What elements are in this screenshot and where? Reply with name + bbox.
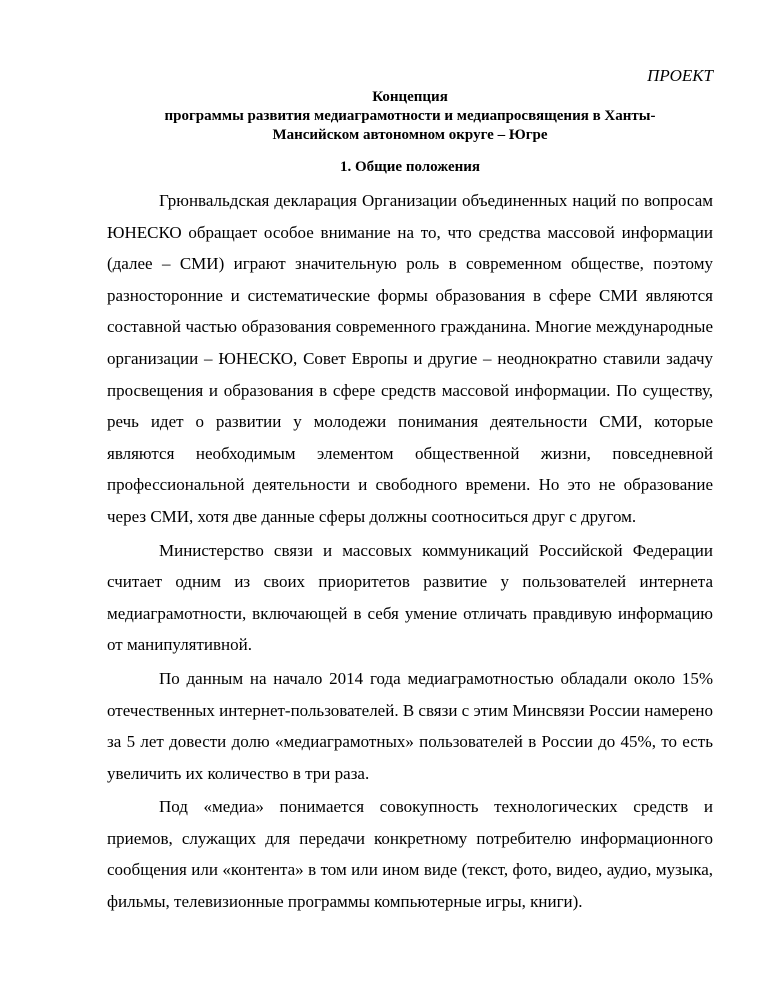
paragraph-4: Под «медиа» понимается совокупность технологических средств и приемов, служащих для передачи конкретному потребителю информационного сообщения или «контента» в том или ином виде (текст, фото, видео, аудио, музыка, фильмы, телевизионные программы компьютерные игры, книги). [107, 797, 713, 912]
paragraph-3: По данным на начало 2014 года медиаграмотностью обладали около 15% отечественных интернет-пользователей. В связи с этим Минсвязи России намерено за 5 лет довести долю «медиаграмотных» пользователей в России до 45%, то есть увеличить их количество в три раза. [107, 668, 713, 783]
draft-label: ПРОЕКТ [647, 66, 713, 85]
document-title-line-1: Концепция [372, 89, 448, 105]
document-title-line-2: программы развития медиаграмотности и медиапросвящения в Ханты- [164, 108, 656, 124]
document-page [107, 64, 713, 918]
section-heading: 1. Общие положения [339, 159, 481, 175]
document-title-line-3: Мансийском автономном округе – Югре [272, 127, 548, 143]
paragraph-2: Министерство связи и массовых коммуникаций Российской Федерации считает одним из своих приоритетов развитие у пользователей интернета медиаграмотности, включающей в себя умение отличать правдивую информацию от манипулятивной. [107, 540, 713, 655]
paragraph-1: Грюнвальдская декларация Организации объединенных наций по вопросам ЮНЕСКО обращает особое внимание на то, что средства массовой информации (далее – СМИ) играют значительную роль в современном обществе, поэтому разносторонние и систематические формы образования в сфере СМИ являются составной частью образования современного гражданина. Многие международные организации – ЮНЕСКО, Совет Европы и другие – неоднократно ставили задачу просвещения и образования в сфере средств массовой информации. По существу, речь идет о развитии у молодежи понимания деятельности СМИ, которые являются необходимым элементом общественной жизни, повседневной профессиональной деятельности и свободного времени. Но это не образование через СМИ, хотя две данные сферы должны соотноситься друг с другом. [107, 191, 713, 526]
